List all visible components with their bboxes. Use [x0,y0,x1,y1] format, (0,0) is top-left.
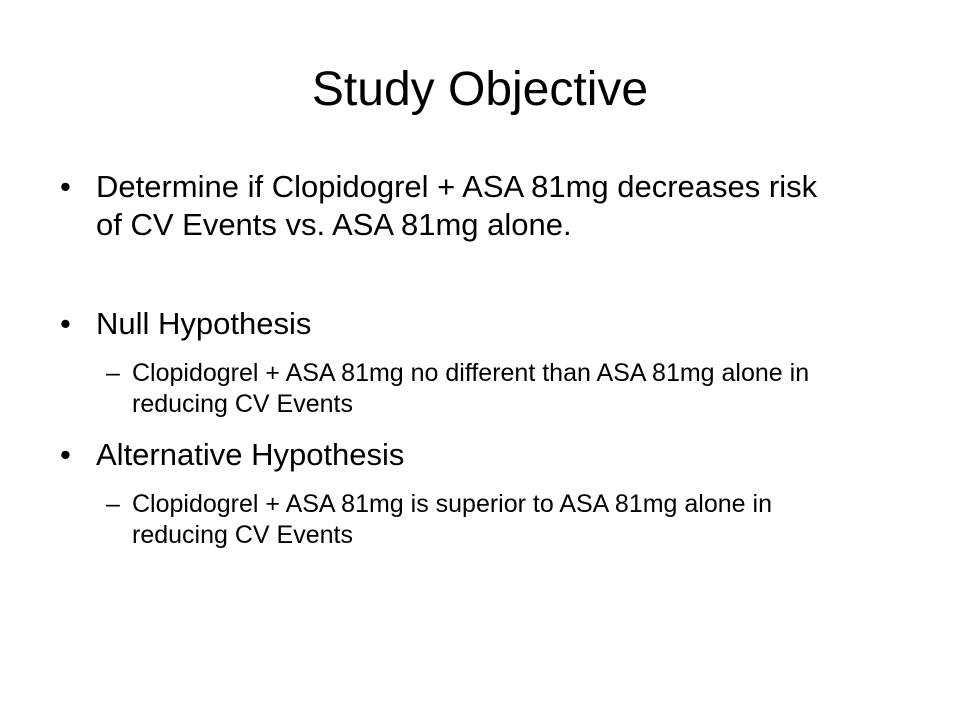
bullet-marker: • [60,437,71,472]
sub-bullet-item [106,358,866,420]
sub-bullet-text: Clopidogrel + ASA 81mg is superior to ASA 81mg alone in reducing CV Events [132,490,772,549]
bullet-item [60,168,880,244]
sub-bullet-marker: – [106,359,120,387]
sub-bullet-text: Clopidogrel + ASA 81mg no different than ASA 81mg alone in reducing CV Events [132,359,810,418]
sub-bullet-item [106,489,866,551]
bullet-item [60,305,880,343]
bullet-marker: • [60,306,71,341]
bullet-text: Null Hypothesis [96,306,312,341]
bullet-marker: • [60,169,71,204]
slide-title: Study Objective [311,63,649,116]
bullet-text: Alternative Hypothesis [96,437,405,472]
sub-bullet-marker: – [106,490,120,518]
bullet-item [60,436,880,474]
bullet-text: Determine if Clopidogrel + ASA 81mg decreases risk of CV Events vs. ASA 81mg alone. [96,169,818,242]
